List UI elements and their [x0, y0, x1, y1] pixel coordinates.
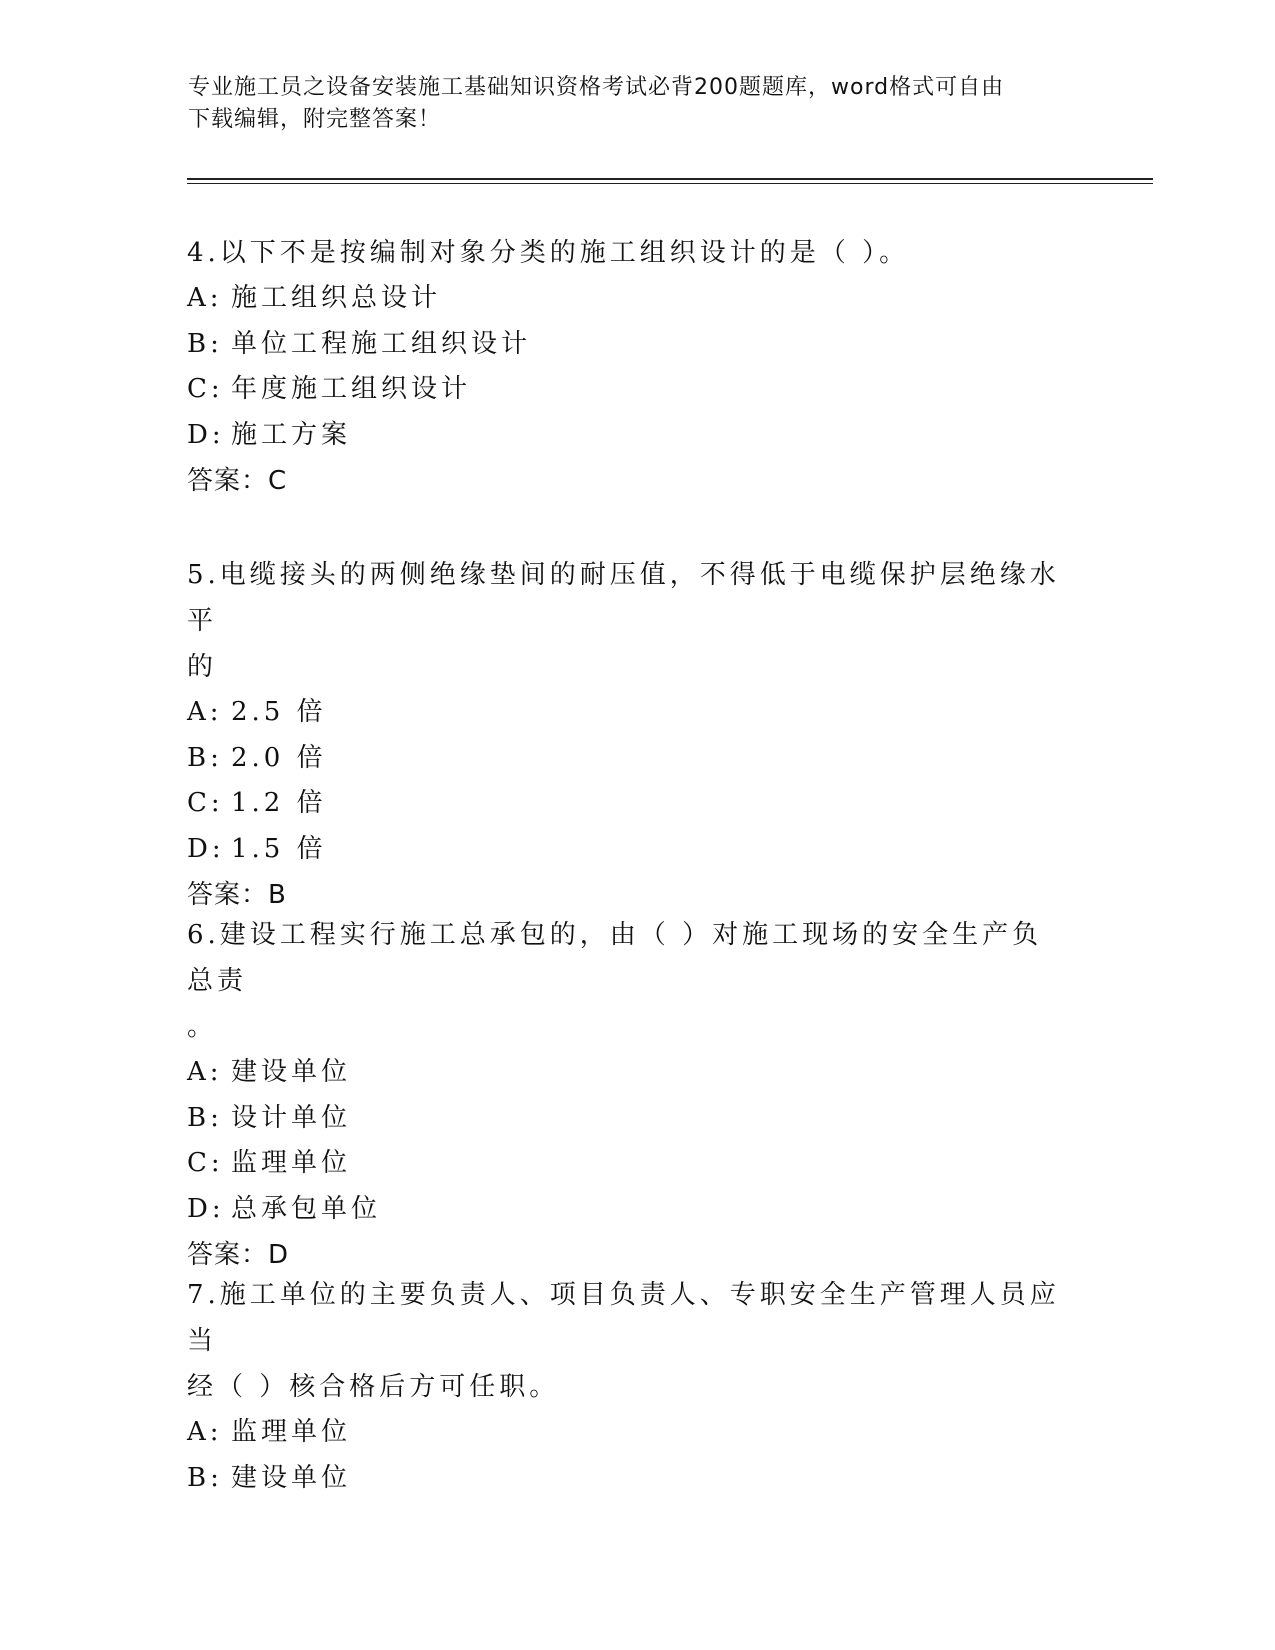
header-title-line-2: 下载编辑，附完整答案！ — [188, 107, 442, 132]
question-stem-line-2: 的 — [187, 652, 218, 682]
option-key: C: — [187, 1148, 224, 1178]
question-6 — [187, 912, 1067, 1278]
option-c — [187, 1141, 1067, 1187]
header-title-line-1: 专业施工员之设备安装施工基础知识资格考试必背200题题库，word格式可自由 — [188, 75, 1005, 100]
option-text: 1.5 倍 — [231, 833, 327, 864]
question-4 — [187, 230, 1067, 504]
option-text: 建设单位 — [231, 1462, 352, 1493]
option-key: B: — [187, 328, 223, 359]
option-text: 设计单位 — [231, 1102, 352, 1133]
question-stem-line-1: 5.电缆接头的两侧绝缘垫间的耐压值，不得低于电缆保护层绝缘水平 — [187, 560, 1060, 636]
option-text: 年度施工组织设计 — [231, 374, 472, 404]
option-key: B: — [187, 742, 223, 773]
question-stem-line-1: 6.建设工程实行施工总承包的，由（ ）对施工现场的安全生产负总责 — [187, 920, 1043, 996]
question-stem-line-2: 经（ ）核合格后方可任职。 — [187, 1372, 560, 1402]
answer-line: 答案：C — [187, 466, 288, 496]
document-header — [188, 72, 1068, 136]
option-key: A: — [187, 283, 223, 313]
option-c — [187, 781, 1067, 827]
option-a — [187, 1410, 1067, 1456]
option-text: 监理单位 — [231, 1417, 352, 1447]
option-key: C: — [187, 374, 224, 404]
option-key: A: — [187, 1057, 223, 1087]
question-stem: 4.以下不是按编制对象分类的施工组织设计的是（ ）。 — [187, 238, 910, 268]
option-a — [187, 690, 1067, 736]
option-text: 施工方案 — [231, 419, 352, 450]
option-key: D: — [187, 833, 225, 864]
option-text: 总承包单位 — [231, 1193, 382, 1224]
option-text: 施工组织总设计 — [231, 283, 442, 313]
question-7 — [187, 1272, 1067, 1501]
option-b — [187, 1456, 1067, 1502]
question-5 — [187, 552, 1067, 918]
option-text: 建设单位 — [231, 1057, 352, 1087]
header-divider-thin — [187, 183, 1153, 184]
option-key: D: — [187, 419, 225, 450]
option-d — [187, 827, 1067, 873]
question-stem-line-2: 。 — [187, 1012, 218, 1042]
option-d — [187, 1187, 1067, 1233]
option-b — [187, 736, 1067, 782]
option-key: A: — [187, 1417, 223, 1447]
option-a — [187, 276, 1067, 322]
option-d — [187, 413, 1067, 459]
answer-line: 答案：B — [187, 880, 287, 910]
question-stem-line-1: 7.施工单位的主要负责人、项目负责人、专职安全生产管理人员应当 — [187, 1280, 1060, 1356]
option-a — [187, 1050, 1067, 1096]
option-text: 单位工程施工组织设计 — [231, 328, 532, 359]
option-key: C: — [187, 788, 224, 818]
option-c — [187, 367, 1067, 413]
option-text: 2.5 倍 — [231, 697, 327, 727]
option-key: B: — [187, 1462, 223, 1493]
option-text: 2.0 倍 — [231, 742, 327, 773]
option-key: B: — [187, 1102, 223, 1133]
option-key: D: — [187, 1193, 225, 1224]
answer-line: 答案：D — [187, 1240, 290, 1270]
option-text: 监理单位 — [231, 1148, 352, 1178]
option-text: 1.2 倍 — [231, 788, 327, 818]
option-b — [187, 1096, 1067, 1142]
option-key: A: — [187, 697, 223, 727]
option-b — [187, 322, 1067, 368]
header-divider-thick — [187, 178, 1153, 180]
